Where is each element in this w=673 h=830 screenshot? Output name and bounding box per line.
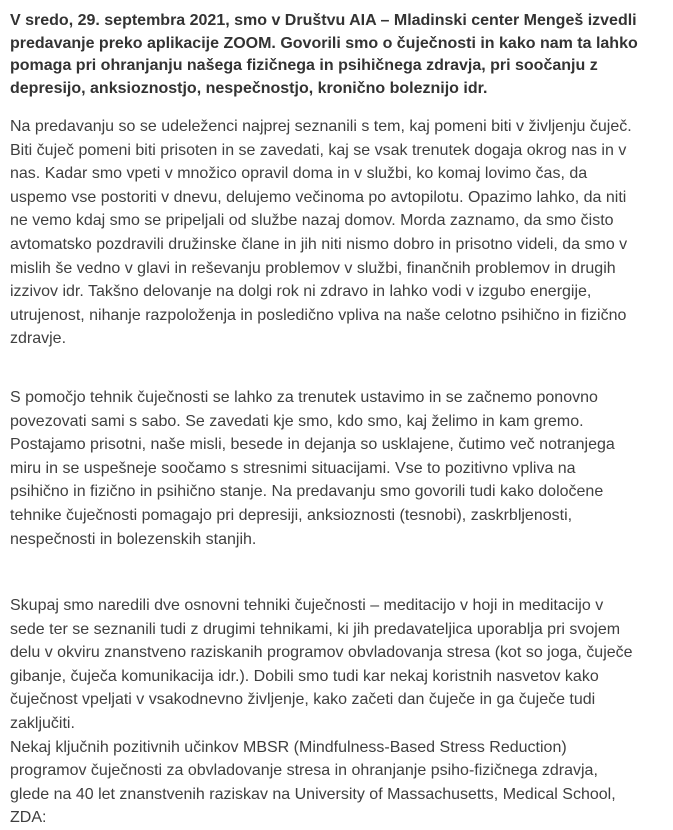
lead-line: V sredo, 29. septembra 2021, smo v Društvu AIA – Mladinski center Mengeš izvedli [10,12,637,29]
paragraph-line: čuječnost vpeljati v vsakodnevno življenje, kako začeti dan čuječe in ga čuječe tudi [10,691,596,709]
lead-line: depresijo, anksioznostjo, nespečnostjo, kronično boleznijo idr. [10,79,488,97]
paragraph-line: S pomočjo tehnik čuječnosti se lahko za trenutek ustavimo in se začnemo ponovno [10,388,598,406]
paragraph-line: nas. Kadar smo vpeti v množico opravil doma in v službi, ko komaj lovimo čas, da [10,165,588,183]
paragraph-line: psihično in fizično in psihično stanje. Na predavanju smo govorili tudi kako določene [10,483,604,501]
paragraph-line: zdravje. [10,330,67,348]
paragraph-line: Na predavanju so se udeleženci najprej seznanili s tem, kaj pomeni biti v življenju čuječ. [10,118,632,135]
paragraph-line: ZDA: [10,809,47,827]
paragraph-line: zaključiti. [10,715,75,733]
paragraph-mbsr-effects [10,594,670,830]
paragraph-line: tehnike čuječnosti pomagajo pri depresiji, anksioznosti (tesnobi), zaskrbljenosti, [10,506,573,524]
paragraph-line: povezovati sami s sabo. Se zavedati kje smo, kdo smo, kaj želimo in kam gremo. [10,412,584,430]
paragraph-line: glede na 40 let znanstvenih raziskav na University of Massachusetts, Medical School, [10,785,616,803]
paragraph-line: uspemo vse postoriti v dnevu, delujemo večinoma po avtopilotu. Opazimo lahko, da niti [10,188,627,206]
paragraph-line: Nekaj ključnih pozitivnih učinkov MBSR (Mindfulness-Based Stress Reduction) [10,738,567,756]
paragraph-line: programov čuječnosti za obvladovanje stresa in ohranjanje psiho-fizičnega zdravja, [10,762,598,780]
paragraph-line: Postajamo prisotni, naše misli, besede in dejanja so usklajene, čutimo več notranjega [10,436,615,454]
paragraph-line: utrujenost, nihanje razpoloženja in posledično vpliva na naše celotno psihično in fizično [10,306,627,324]
paragraph-line: sede ter se seznanili tudi z drugimi tehnikami, ki jih predavateljica uporablja pri svojem [10,620,621,638]
paragraph-line: Skupaj smo naredili dve osnovni tehniki čuječnosti – meditacijo v hoji in meditacijo v [10,597,604,615]
paragraph-line: nespečnosti in bolezenskih stanjih. [10,530,257,548]
paragraph-line: miru in se uspešneje soočamo s stresnimi situacijami. Vse to pozitivno vpliva na [10,459,576,477]
lead-line: predavanje preko aplikacije ZOOM. Govorili smo o čuječnosti in kako nam ta lahko [10,34,638,52]
lead-paragraph [10,10,650,100]
paragraph-line: izzivov idr. Takšno delovanje na dolgi rok ni zdravo in lahko vodi v izgubo energije, [10,283,592,301]
paragraph-line: ne vemo kdaj smo se pripeljali od službe nazaj domov. Morda zaznamo, da smo čisto [10,212,614,230]
paragraph-mindfulness-techniques [10,386,670,551]
paragraph-mindfulness-meaning [10,115,670,351]
lead-line: pomaga pri ohranjanju našega fizičnega in psihičnega zdravja, pri soočanju z [10,57,598,74]
paragraph-line: mislih še vedno v glavi in reševanju problemov v službi, finančnih problemov in drugih [10,259,616,277]
paragraph-line: Biti čuječ pomeni biti prisoten in se zavedati, kaj se vsak trenutek dogaja okrog nas in v [10,141,627,159]
paragraph-line: avtomatsko pozdravili družinske člane in jih niti nismo dobro in prisotno videli, da smo v [10,235,628,253]
paragraph-line: gibanje, čuječa komunikacija idr.). Dobili smo tudi kar nekaj koristnih nasvetov kako [10,667,599,685]
paragraph-line: delu v okviru znanstveno raziskanih programov obvladovanja stresa (kot so joga, čuječe [10,644,633,662]
